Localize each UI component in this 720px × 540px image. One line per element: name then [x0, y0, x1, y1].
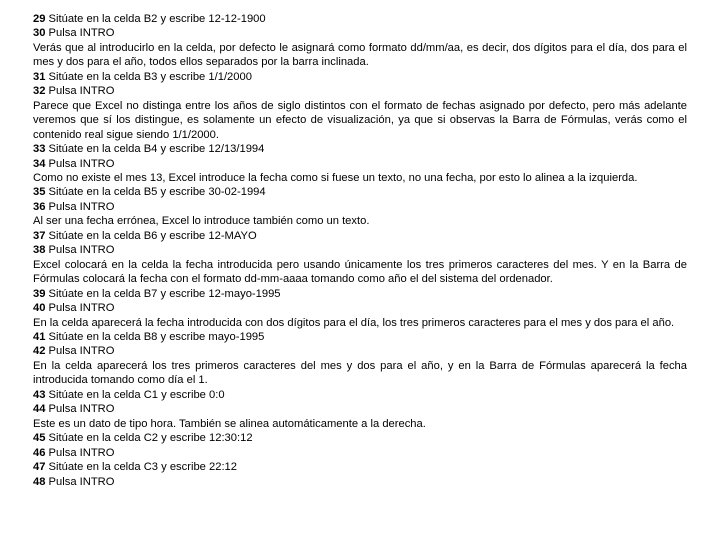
step-number: 35 — [33, 186, 46, 199]
step-text: Sitúate en la celda B2 y escribe 12-12-1900 — [45, 13, 266, 25]
step-line — [33, 287, 687, 301]
instructions-document — [33, 12, 687, 489]
step-number: 48 — [33, 475, 46, 488]
step-text: Sitúate en la celda B7 y escribe 12-mayo-1995 — [45, 287, 281, 300]
step-text: Pulsa INTRO — [45, 200, 115, 213]
explanation-paragraph: Este es un dato de tipo hora. También se alinea automáticamente a la derecha. — [33, 417, 426, 430]
step-text: Pulsa INTRO — [45, 345, 115, 358]
step-text: Pulsa INTRO — [45, 403, 115, 416]
step-line — [33, 26, 687, 40]
step-line — [33, 402, 687, 416]
step-line — [33, 301, 687, 315]
step-line — [33, 200, 687, 214]
step-number: 37 — [33, 229, 46, 242]
step-number: 44 — [33, 403, 46, 416]
step-line — [33, 446, 687, 460]
step-text: Sitúate en la celda B6 y escribe 12-MAYO — [45, 229, 257, 242]
step-number: 45 — [33, 432, 46, 445]
step-number: 38 — [33, 244, 46, 257]
step-number: 41 — [33, 330, 46, 343]
step-text: Sitúate en la celda C2 y escribe 12:30:12 — [45, 432, 253, 445]
step-number: 43 — [33, 388, 46, 401]
step-text: Pulsa INTRO — [45, 85, 115, 98]
explanation-paragraph: Verás que al introducirlo en la celda, por defecto le asignará como formato dd/mm/aa, es decir, dos dígitos para el día, dos para el mes y dos para el año, todos ellos separados por la barra inclinada. — [33, 41, 687, 69]
step-text: Sitúate en la celda B8 y escribe mayo-1995 — [45, 330, 265, 343]
step-number: 36 — [33, 200, 46, 213]
step-number: 42 — [33, 345, 46, 358]
step-text: Sitúate en la celda C1 y escribe 0:0 — [45, 388, 225, 401]
step-number: 39 — [33, 287, 46, 300]
step-text: Pulsa INTRO — [45, 475, 115, 488]
explanation-paragraph: Excel colocará en la celda la fecha introducida pero usando únicamente los tres primeros caracteres del mes. Y en la Barra de Fórmulas colocará la fecha con el formato dd-mm-aaaa tomando como año el del sistema del ordenador. — [33, 258, 687, 286]
step-number: 40 — [33, 302, 46, 315]
explanation-paragraph: Como no existe el mes 13, Excel introduce la fecha como si fuese un texto, no una fecha, por esto lo alinea a la izquierda. — [33, 171, 638, 184]
step-number: 33 — [33, 143, 46, 156]
step-number: 31 — [33, 70, 46, 83]
explanation-paragraph: Al ser una fecha errónea, Excel lo introduce también como un texto. — [33, 215, 370, 228]
step-number: 47 — [33, 461, 46, 474]
step-line — [33, 157, 687, 171]
step-line — [33, 12, 687, 26]
step-line — [33, 229, 687, 243]
step-text: Sitúate en la celda B3 y escribe 1/1/2000 — [45, 70, 252, 83]
step-line — [33, 243, 687, 257]
step-line — [33, 431, 687, 445]
step-number: 30 — [33, 27, 46, 40]
explanation-paragraph: En la celda aparecerá los tres primeros caracteres del mes y dos para el año, y en la Barra de Fórmulas aparecerá la fecha introducida tomando como día el 1. — [33, 359, 687, 387]
step-line — [33, 84, 687, 98]
step-line — [33, 388, 687, 402]
step-number: 46 — [33, 446, 46, 459]
step-number: 29 — [33, 13, 46, 25]
step-line — [33, 460, 687, 474]
step-text: Sitúate en la celda B4 y escribe 12/13/1994 — [45, 143, 265, 156]
step-line — [33, 475, 687, 489]
step-number: 34 — [33, 157, 46, 170]
step-text: Pulsa INTRO — [45, 157, 115, 170]
explanation-paragraph: En la celda aparecerá la fecha introducida con dos dígitos para el día, los tres primeros caracteres para el mes y dos para el año. — [33, 316, 675, 329]
step-line — [33, 70, 687, 84]
step-line — [33, 330, 687, 344]
step-number: 32 — [33, 85, 46, 98]
step-line — [33, 185, 687, 199]
step-text: Pulsa INTRO — [45, 244, 115, 257]
step-text: Pulsa INTRO — [45, 27, 115, 40]
step-text: Sitúate en la celda C3 y escribe 22:12 — [45, 461, 238, 474]
explanation-paragraph: Parece que Excel no distinga entre los años de siglo distintos con el formato de fechas asignado por defecto, pero más adelante veremos que sí los distingue, es solamente un efecto de visualización, ya que si observas la Barra de Fórmulas, verás como el contenido real sigue siendo 1/1/2000. — [33, 99, 687, 141]
step-text: Sitúate en la celda B5 y escribe 30-02-1994 — [45, 186, 266, 199]
step-text: Pulsa INTRO — [45, 302, 115, 315]
step-text: Pulsa INTRO — [45, 446, 115, 459]
step-line — [33, 142, 687, 156]
step-line — [33, 344, 687, 358]
